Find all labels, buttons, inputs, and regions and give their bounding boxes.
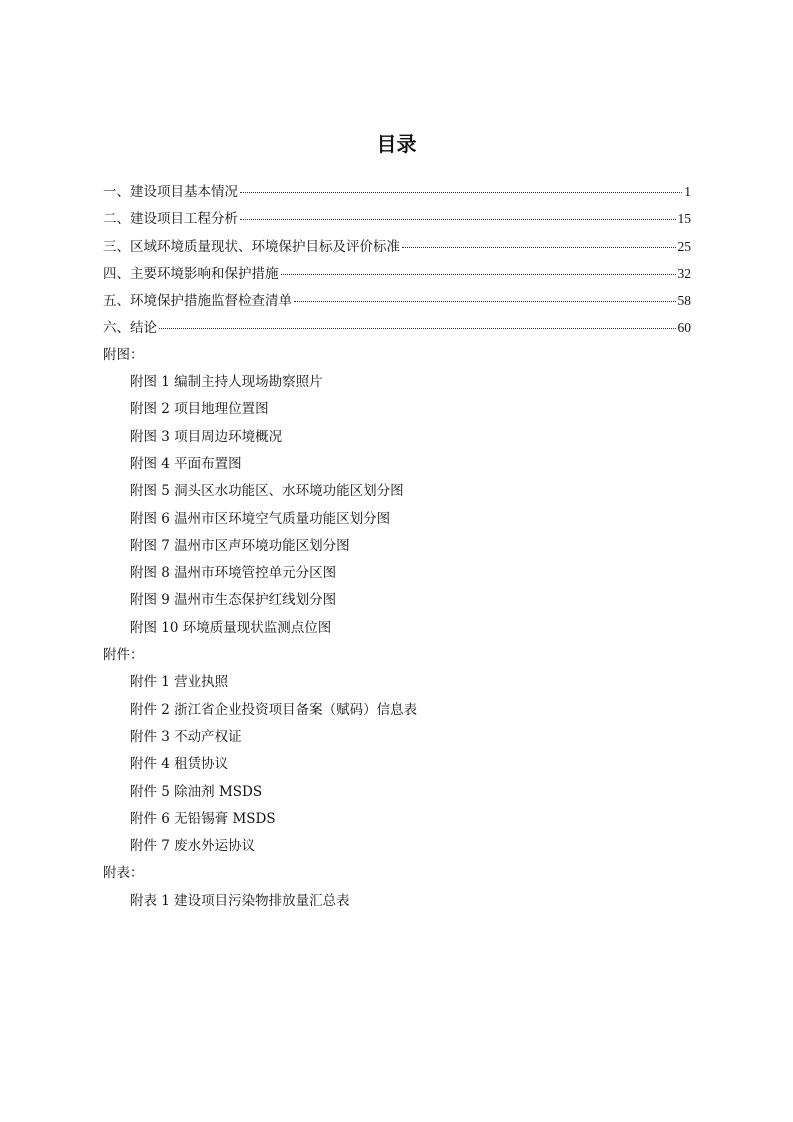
toc-entry[interactable] — [103, 260, 691, 287]
toc-entry-label: 二、建设项目工程分析 — [103, 211, 238, 228]
toc-entry-page: 60 — [677, 320, 691, 336]
figure-item: 附图 8 温州市环境管控单元分区图 — [130, 565, 337, 582]
leader-dots — [294, 301, 676, 302]
table-of-contents — [103, 178, 691, 915]
toc-entry[interactable] — [103, 178, 691, 205]
figure-item: 附图 1 编制主持人现场勘察照片 — [130, 374, 323, 391]
leader-dots — [159, 328, 676, 329]
figure-item: 附图 10 环境质量现状监测点位图 — [130, 619, 332, 636]
figure-item: 附图 9 温州市生态保护红线划分图 — [130, 592, 337, 609]
attachment-item: 附件 1 营业执照 — [130, 674, 229, 691]
toc-entry-label: 三、区域环境质量现状、环境保护目标及评价标准 — [103, 238, 400, 255]
figure-item: 附图 2 项目地理位置图 — [130, 401, 269, 418]
toc-entry-page: 1 — [684, 184, 691, 199]
attachment-item: 附件 5 除油剂 MSDS — [130, 783, 263, 800]
attachment-item: 附件 7 废水外运协议 — [130, 838, 256, 855]
toc-entry-label: 六、结论 — [103, 320, 157, 337]
toc-entry[interactable] — [103, 314, 691, 341]
toc-entry-page: 32 — [677, 265, 691, 281]
figure-item: 附图 5 洞头区水功能区、水环境功能区划分图 — [130, 483, 404, 500]
toc-entry-label: 四、主要环境影响和保护措施 — [103, 265, 279, 282]
tables-heading: 附表： — [103, 865, 144, 882]
figure-item: 附图 7 温州市区声环境功能区划分图 — [130, 537, 350, 554]
figures-heading: 附图： — [103, 346, 144, 363]
toc-entry-page: 58 — [677, 293, 691, 309]
figure-item: 附图 4 平面布置图 — [130, 455, 242, 472]
page-title: 目录 — [376, 132, 417, 156]
toc-entry-page: 15 — [677, 211, 691, 227]
attachment-item: 附件 6 无铅锡膏 MSDS — [130, 810, 276, 827]
toc-entry-page: 25 — [677, 238, 691, 254]
toc-entry-label: 一、建设项目基本情况 — [103, 184, 238, 200]
leader-dots — [240, 192, 682, 193]
leader-dots — [240, 219, 676, 220]
toc-entry[interactable] — [103, 205, 691, 232]
attachments-heading: 附件： — [103, 647, 144, 664]
table-item: 附表 1 建设项目污染物排放量汇总表 — [130, 892, 350, 909]
figure-item: 附图 3 项目周边环境概况 — [130, 428, 283, 445]
attachment-item: 附件 3 不动产权证 — [130, 728, 242, 745]
figure-item: 附图 6 温州市区环境空气质量功能区划分图 — [130, 510, 391, 527]
toc-entry-label: 五、环境保护措施监督检查清单 — [103, 293, 292, 310]
toc-entry[interactable] — [103, 233, 691, 260]
leader-dots — [402, 247, 676, 248]
attachment-item: 附件 4 租赁协议 — [130, 756, 229, 773]
toc-entry[interactable] — [103, 287, 691, 314]
attachment-item: 附件 2 浙江省企业投资项目备案（赋码）信息表 — [130, 701, 418, 718]
leader-dots — [281, 274, 676, 275]
